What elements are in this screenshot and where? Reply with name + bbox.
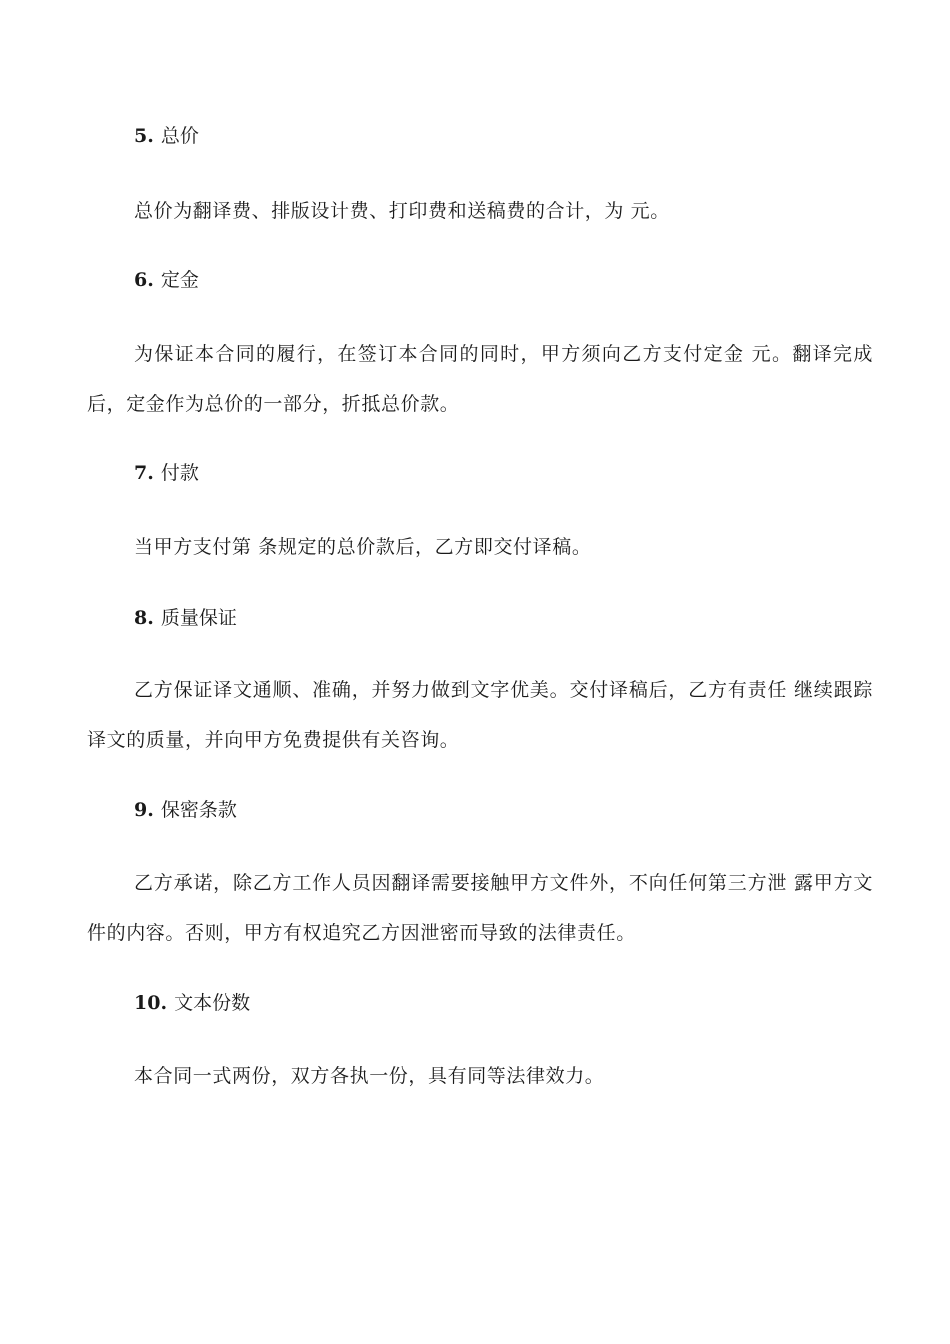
section-paragraph-6: 为保证本合同的履行，在签订本合同的同时，甲方须向乙方支付定金 元。翻译完成后，定金作为总价的一部分，折抵总价款。 bbox=[87, 343, 873, 415]
section-title: 质量保证 bbox=[160, 607, 237, 629]
section-title: 付款 bbox=[160, 462, 199, 484]
section-heading-7 bbox=[134, 461, 199, 485]
section-title: 文本份数 bbox=[174, 992, 251, 1014]
section-paragraph-5: 总价为翻译费、排版设计费、打印费和送稿费的合计，为 元。 bbox=[134, 200, 670, 222]
section-number: 5. bbox=[134, 125, 154, 147]
section-number: 9. bbox=[134, 799, 154, 821]
section-number: 7. bbox=[134, 462, 154, 484]
section-title: 保密条款 bbox=[160, 799, 237, 821]
section-paragraph-9: 乙方承诺，除乙方工作人员因翻译需要接触甲方文件外，不向任何第三方泄 露甲方文件的内容。否则，甲方有权追究乙方因泄密而导致的法律责任。 bbox=[87, 872, 873, 944]
section-number: 6. bbox=[134, 269, 154, 291]
section-title: 定金 bbox=[160, 269, 199, 291]
section-paragraph-10: 本合同一式两份，双方各执一份，具有同等法律效力。 bbox=[134, 1065, 605, 1087]
section-number: 8. bbox=[134, 607, 154, 629]
section-number: 10. bbox=[134, 992, 168, 1014]
section-heading-9 bbox=[134, 798, 237, 822]
section-heading-5 bbox=[134, 124, 199, 148]
section-heading-6 bbox=[134, 268, 199, 292]
section-paragraph-8: 乙方保证译文通顺、准确，并努力做到文字优美。交付译稿后，乙方有责任 继续跟踪译文的质量，并向甲方免费提供有关咨询。 bbox=[87, 679, 873, 751]
section-paragraph-7: 当甲方支付第 条规定的总价款后，乙方即交付译稿。 bbox=[134, 536, 592, 558]
section-heading-10 bbox=[134, 991, 250, 1015]
section-title: 总价 bbox=[160, 125, 199, 147]
section-heading-8 bbox=[134, 606, 237, 630]
